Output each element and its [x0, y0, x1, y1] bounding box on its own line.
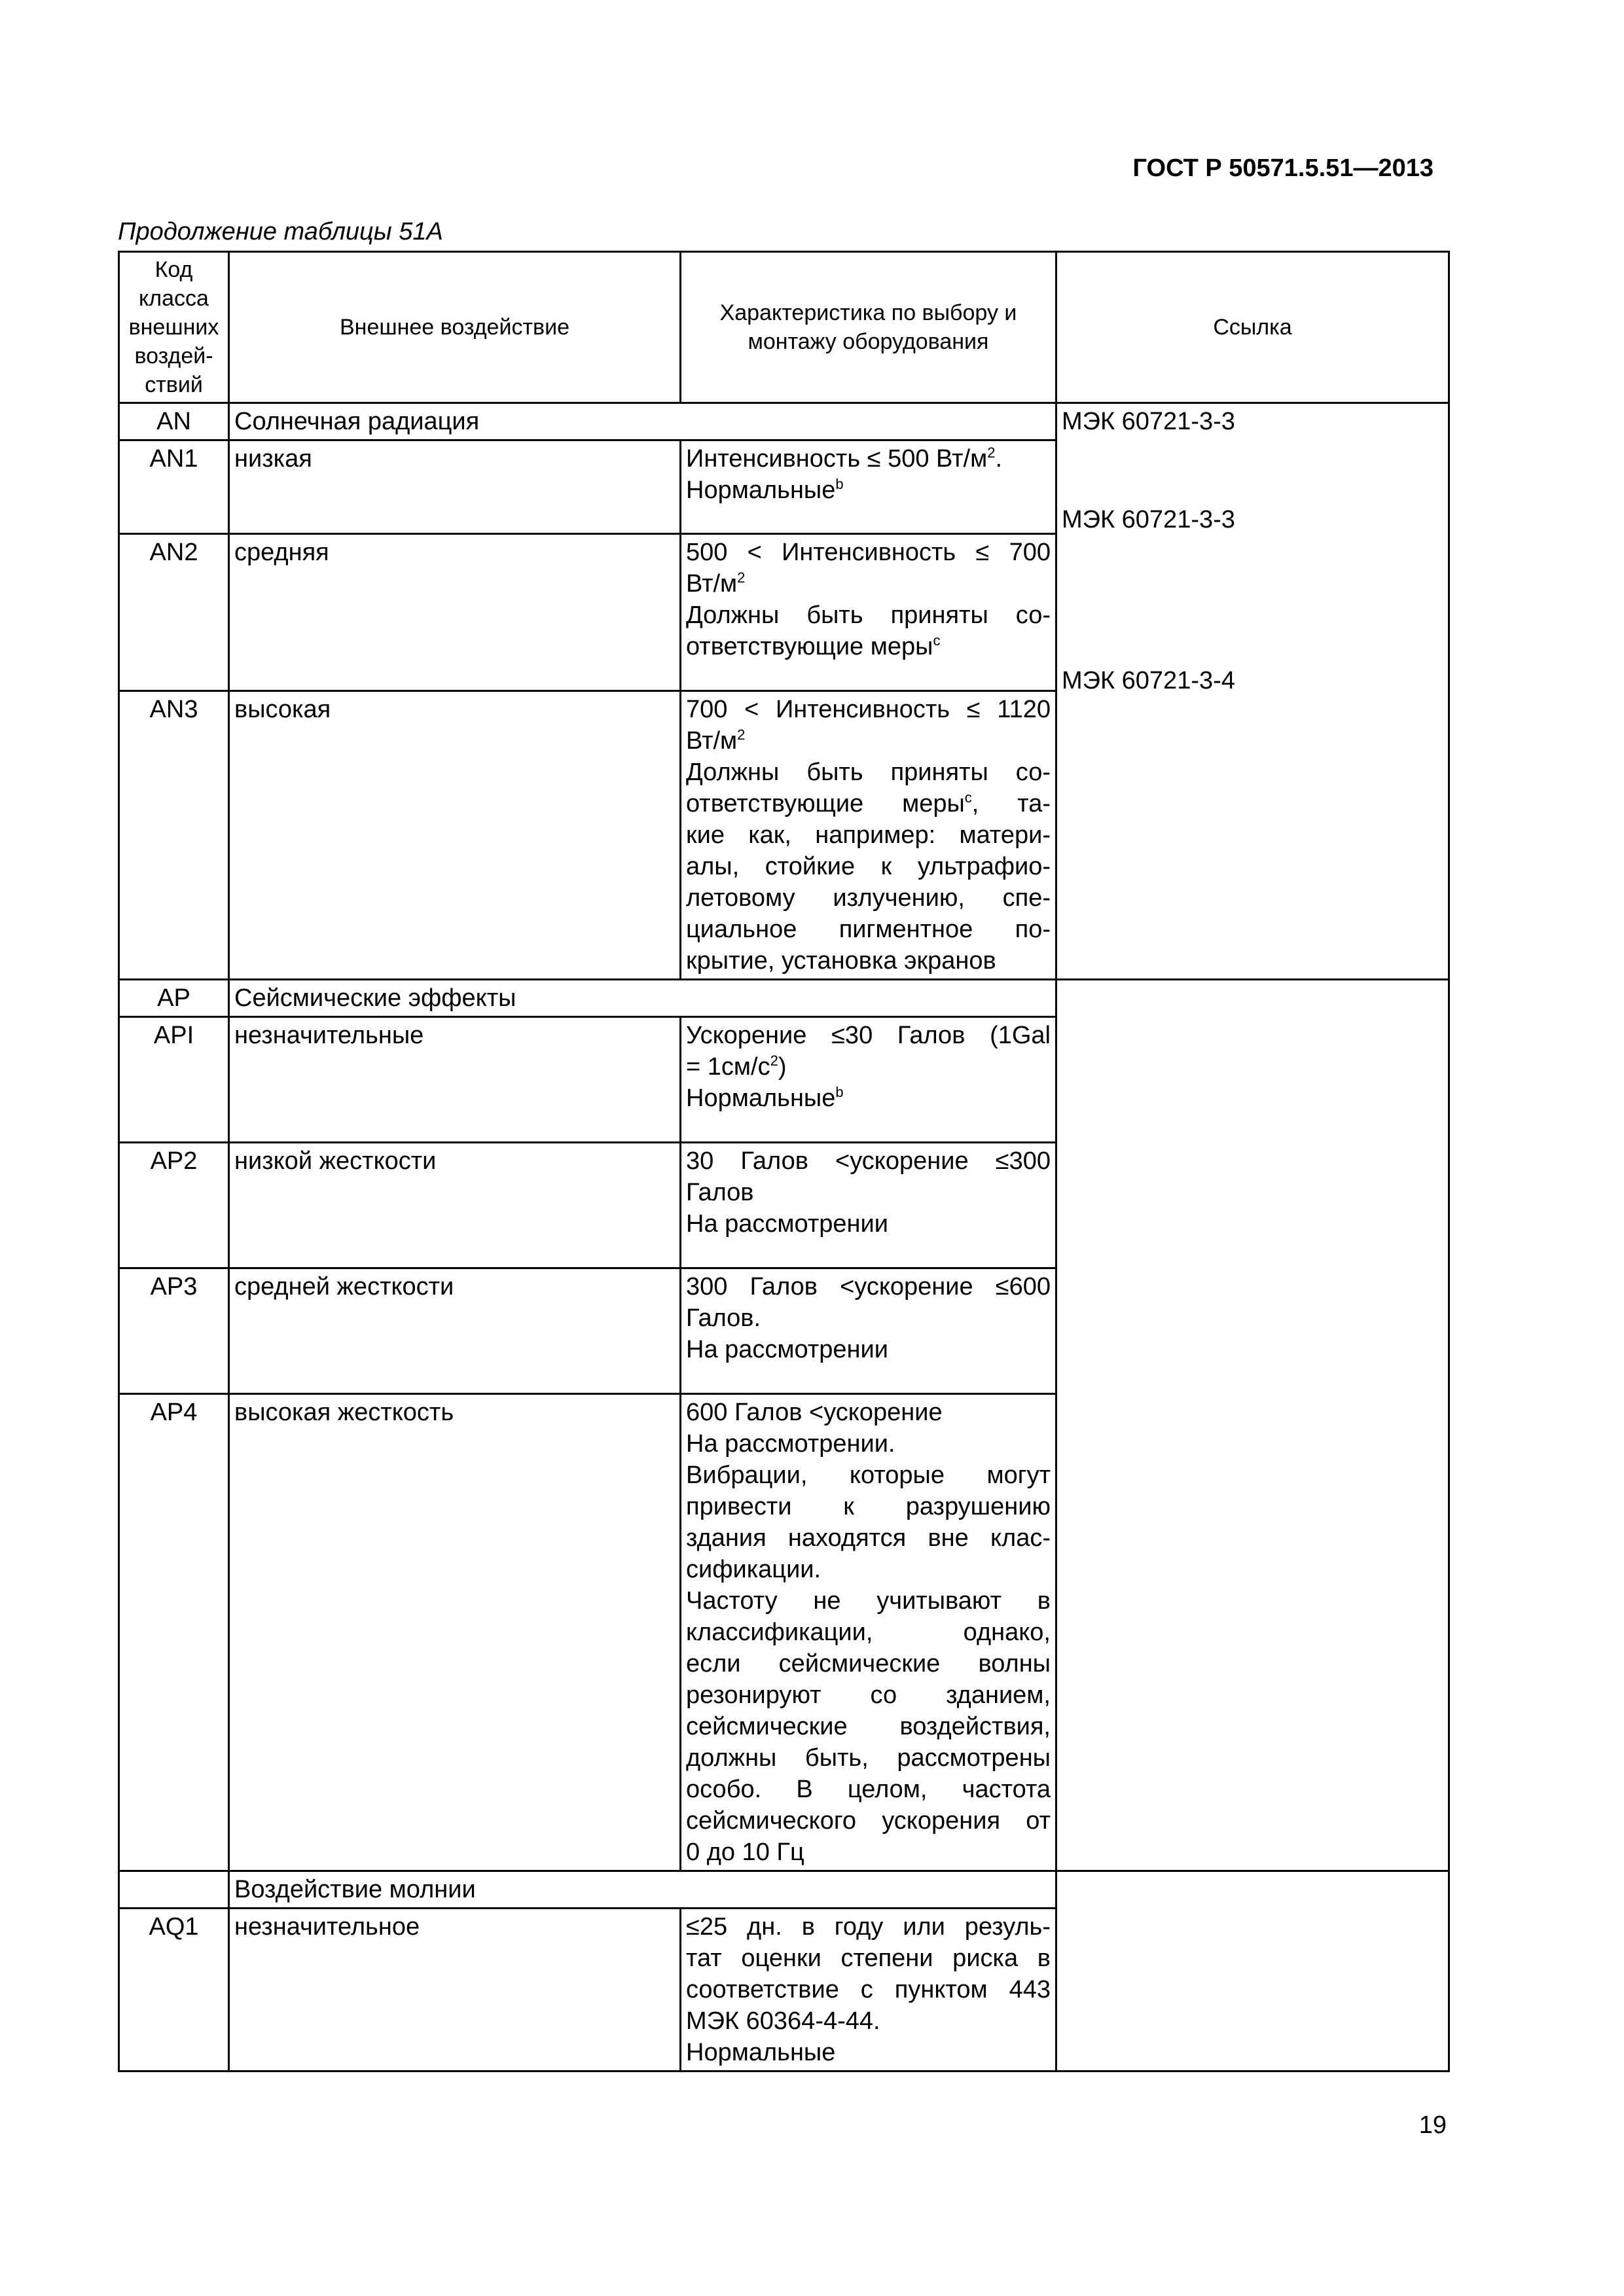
reference-cell — [1056, 1871, 1449, 2072]
group-code — [119, 1871, 229, 1909]
group-row-an — [119, 403, 1449, 440]
group-row-ap — [119, 980, 1449, 1017]
group-title: Воздействие молнии — [229, 1871, 1056, 1909]
characteristics-an2: 500 < Интенсивность ≤ 700 $Вт/м^2$ Должны быть приняты со- ответствующие меры$^c$ — [681, 534, 1056, 691]
characteristics-ap3: 300 Галов <ускорение ≤600 Галов. На рассмотрении — [681, 1268, 1056, 1394]
header-reference: Ссылка — [1056, 252, 1449, 403]
reference-an3: МЭК 60721-3-4 — [1062, 667, 1235, 694]
characteristics-ap2: 30 Галов <ускорение ≤300 Галов На рассмотрении — [681, 1143, 1056, 1268]
code-ap1: API — [119, 1017, 229, 1143]
reference-an1: МЭК 60721-3-3 — [1062, 408, 1235, 435]
group-title: Сейсмические эффекты — [229, 980, 1056, 1017]
page-number: 19 — [1418, 2111, 1447, 2139]
group-code: AN — [119, 403, 229, 440]
characteristics-an3: 700 < Интенсивность ≤ 1120 $Вт/м^2$ Должны быть приняты со- ответствующие меры$^c$, та- кие как, например: матери- алы, стойкие к ультрафио- летовому излучению, спе- циальное пигментное по- крытие, установка экранов — [681, 691, 1056, 980]
influence-ap1: незначительные — [229, 1017, 681, 1143]
code-ap2: AP2 — [119, 1143, 229, 1268]
group-title: Солнечная радиация — [229, 403, 1056, 440]
characteristics-aq1: ≤25 дн. в году или резуль- тат оценки степени риска в соответствие с пунктом 443 МЭК 60364-4-44. Нормальные — [681, 1909, 1056, 2072]
influence-an1: низкая — [229, 440, 681, 534]
influence-ap4: высокая жесткость — [229, 1394, 681, 1871]
header-code: Код класса внешних воздей- ствий — [119, 252, 229, 403]
influence-ap2: низкой жесткости — [229, 1143, 681, 1268]
characteristics-an1: Интенсивность ≤ 500 $Вт/м^2$. Нормальные$^b$ — [681, 440, 1056, 534]
influence-ap3: средней жесткости — [229, 1268, 681, 1394]
external-influences-table — [118, 251, 1450, 2072]
code-an3: AN3 — [119, 691, 229, 980]
influence-an3: высокая — [229, 691, 681, 980]
header-characteristics: Характеристика по выбору и монтажу оборудования — [681, 252, 1056, 403]
table-header-row — [119, 252, 1449, 403]
header-influence: Внешнее воздействие — [229, 252, 681, 403]
influence-an2: средняя — [229, 534, 681, 691]
code-an2: AN2 — [119, 534, 229, 691]
reference-cell — [1056, 403, 1449, 980]
code-aq1: AQ1 — [119, 1909, 229, 2072]
code-ap4: AP4 — [119, 1394, 229, 1871]
code-an1: AN1 — [119, 440, 229, 534]
code-ap3: AP3 — [119, 1268, 229, 1394]
characteristics-ap1: Ускорение ≤30 Галов (1Gal = $1см/с^2$) Нормальные$^b$ — [681, 1017, 1056, 1143]
standard-designation: ГОСТ Р 50571.5.51—2013 — [1132, 154, 1434, 182]
group-row-aq — [119, 1871, 1449, 1909]
influence-aq1: незначительное — [229, 1909, 681, 2072]
characteristics-ap4: 600 Галов <ускорение На рассмотрении. Вибрации, которые могут привести к разрушению здания находятся вне клас- сификации. Частоту не учитывают в классификации, однако, если сейсмические волны резонируют со зданием, сейсмические воздействия, должны быть, рассмотрены особо. В целом, частота сейсмического ускорения от 0 до 10 Гц — [681, 1394, 1056, 1871]
table-caption: Продолжение таблицы 51А — [118, 218, 443, 245]
reference-an2: МЭК 60721-3-3 — [1062, 506, 1235, 533]
group-code: AP — [119, 980, 229, 1017]
reference-cell — [1056, 980, 1449, 1871]
